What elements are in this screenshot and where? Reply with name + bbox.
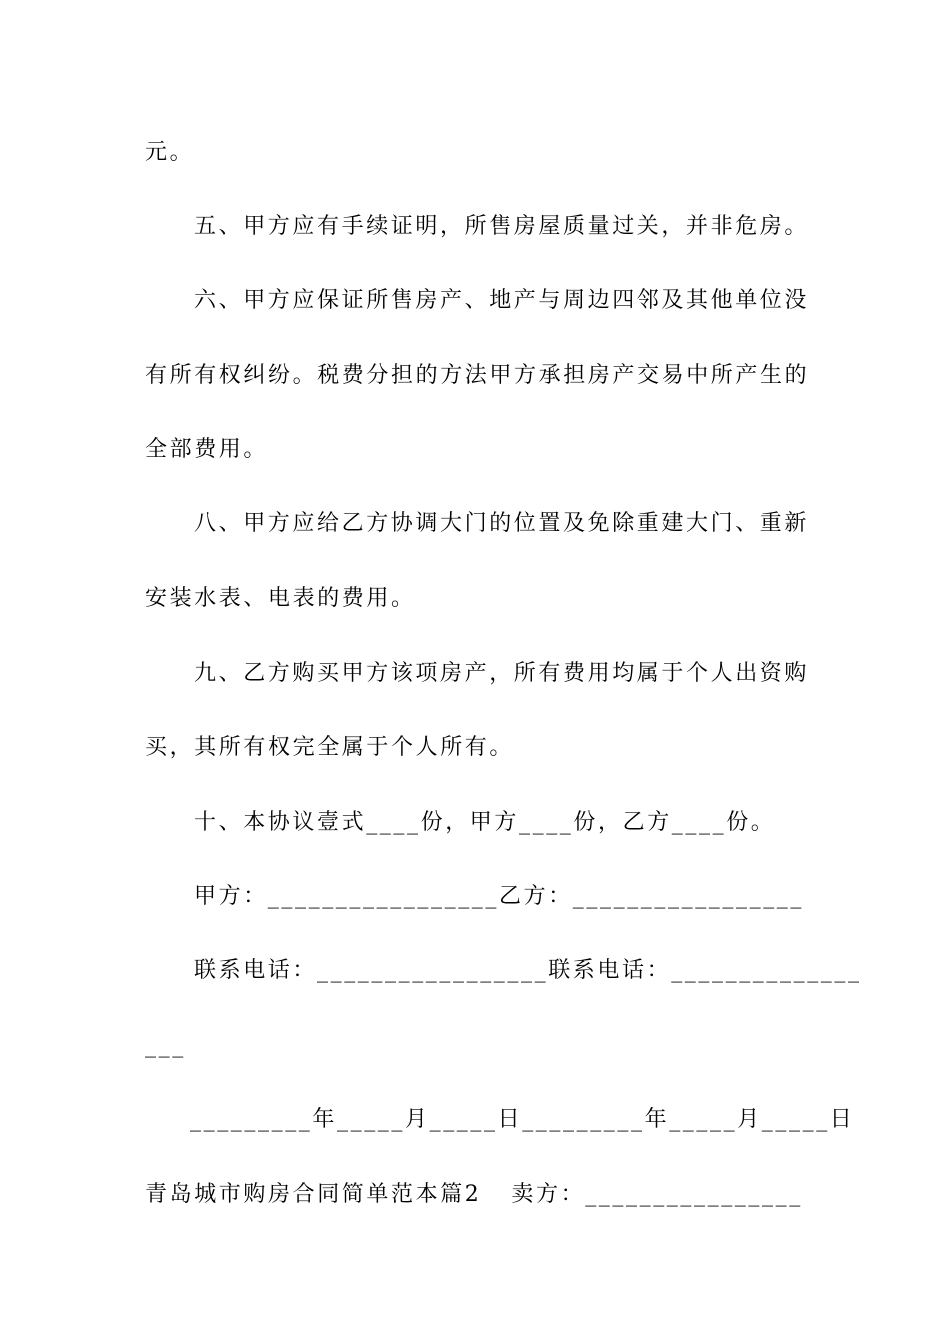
clause-6-line-1: 六、甲方应保证所售房产、地产与周边四邻及其他单位没 <box>194 288 810 313</box>
paragraph-line: 元。 <box>145 140 195 165</box>
clause-8-line-2: 安装水表、电表的费用。 <box>145 586 416 611</box>
contact-phone-line: 联系电话：_________________联系电话：______________ <box>194 958 862 983</box>
clause-9-line-2: 买，其所有权完全属于个人所有。 <box>145 735 515 760</box>
clause-9-line-1: 九、乙方购买甲方该项房产，所有费用均属于个人出资购 <box>194 661 810 686</box>
clause-8-line-1: 八、甲方应给乙方协调大门的位置及免除重建大门、重新 <box>194 511 810 536</box>
clause-5: 五、甲方应有手续证明，所售房屋质量过关，并非危房。 <box>194 214 810 239</box>
party-signature-line: 甲方：_________________乙方：_________________ <box>194 884 805 909</box>
clause-6-line-3: 全部费用。 <box>145 437 269 462</box>
clause-6-line-2: 有所有权纠纷。税费分担的方法甲方承担房产交易中所产生的 <box>145 363 810 388</box>
date-line: _________年_____月_____日_________年_____月_____日 <box>190 1107 855 1132</box>
footer-line <box>145 1180 803 1210</box>
seller-field: 卖方：________________ <box>511 1182 803 1207</box>
section-heading: 青岛城市购房合同简单范本篇2 <box>145 1182 482 1207</box>
contact-phone-continuation: ___ <box>145 1033 186 1058</box>
clause-10: 十、本协议壹式____份，甲方____份，乙方____份。 <box>194 810 776 835</box>
